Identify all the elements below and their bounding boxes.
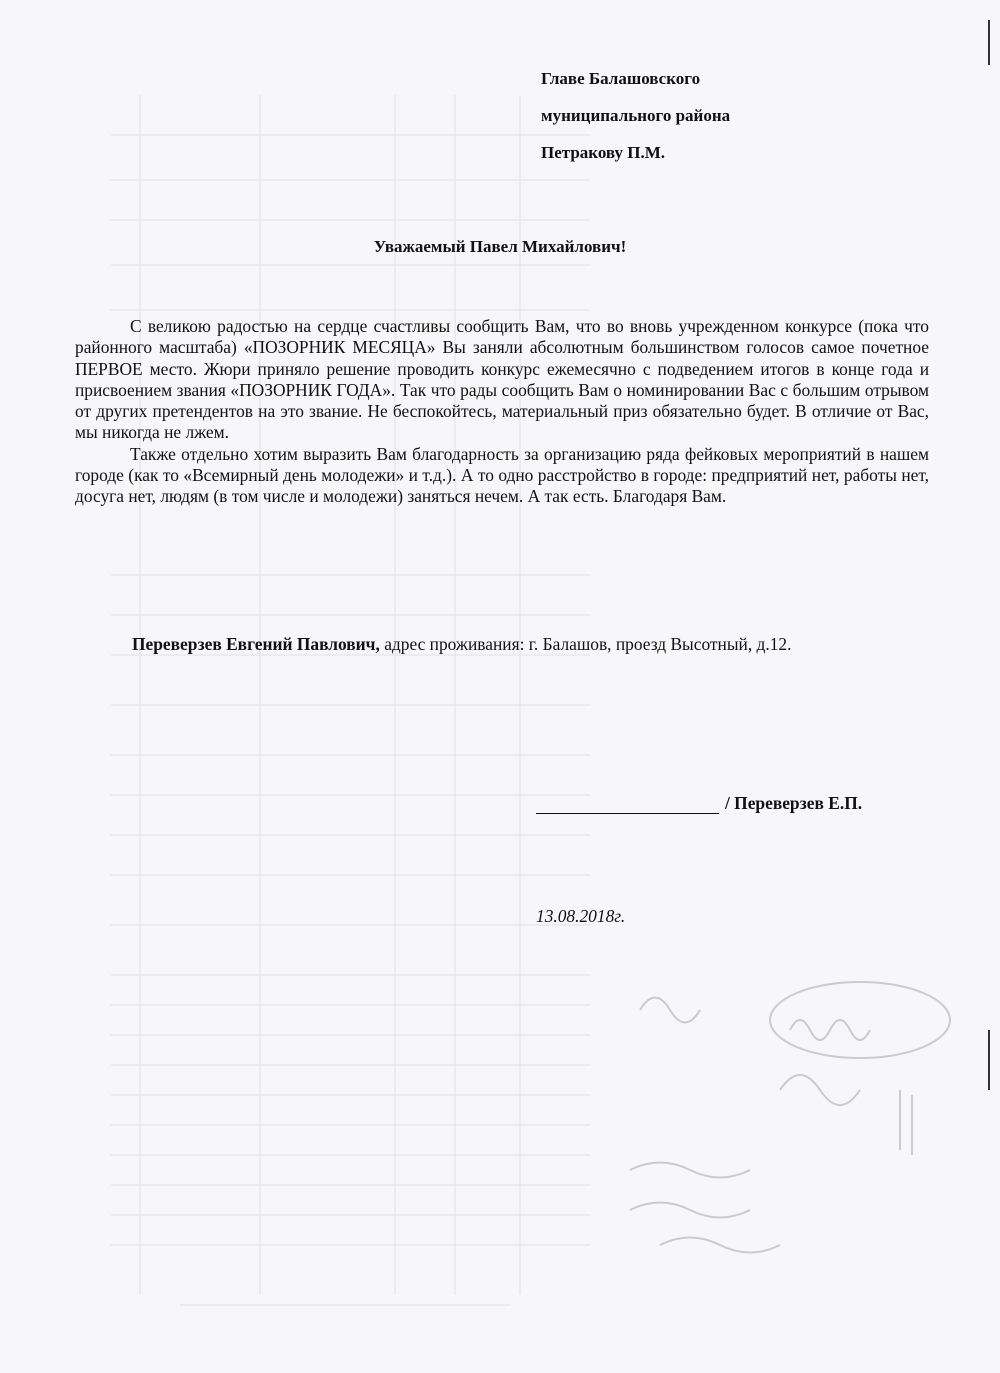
greeting: Уважаемый Павел Михайлович!	[373, 237, 627, 256]
body-paragraph: Также отдельно хотим выразить Вам благодарность за организацию ряда фейковых мероприятий в нашем городе (как то «Всемирный день молодежи» и т.д.). А то одно расстройство в городе: предприятий нет, работы нет, досуга нет, людям (в том числе и молодежи) заняться нечем. А так есть. Благодаря Вам.	[75, 443, 929, 507]
letter-body	[75, 316, 929, 508]
addressee-line: Главе Балашовского	[541, 69, 701, 88]
show-through-table	[110, 95, 590, 1335]
scan-edge-mark	[988, 1030, 990, 1090]
handwritten-marks	[600, 970, 960, 1270]
signature-block	[536, 793, 862, 814]
sender-line	[132, 634, 791, 655]
letter-date: 13.08.2018г.	[536, 906, 626, 926]
addressee-line: муниципального района	[541, 106, 731, 125]
scan-edge-mark	[988, 20, 990, 65]
signer-name: / Переверзев Е.П.	[725, 793, 863, 813]
body-paragraph: С великою радостью на сердце счастливы сообщить Вам, что во вновь учрежденном конкурсе (пока что районного масштаба) «ПОЗОРНИК МЕСЯЦА» Вы заняли абсолютным большинством голосов самое почетное ПЕРВОЕ место. Жюри приняло решение проводить конкурс ежемесячно с подведением итогов в конце года и присвоением звания «ПОЗОРНИК ГОДА». Так что рады сообщить Вам о номинировании Вас с большим отрывом от других претендентов на это звание. Не беспокойтесь, материальный приз обязательно будет. В отличие от Вас, мы никогда не лжем.	[75, 316, 929, 443]
addressee-block	[541, 60, 730, 171]
addressee-line: Петракову П.М.	[541, 143, 666, 162]
sender-name: Переверзев Евгений Павлович,	[132, 634, 380, 654]
signature-line	[536, 793, 719, 814]
sender-address: адрес проживания: г. Балашов, проезд Высотный, д.12.	[379, 634, 792, 654]
